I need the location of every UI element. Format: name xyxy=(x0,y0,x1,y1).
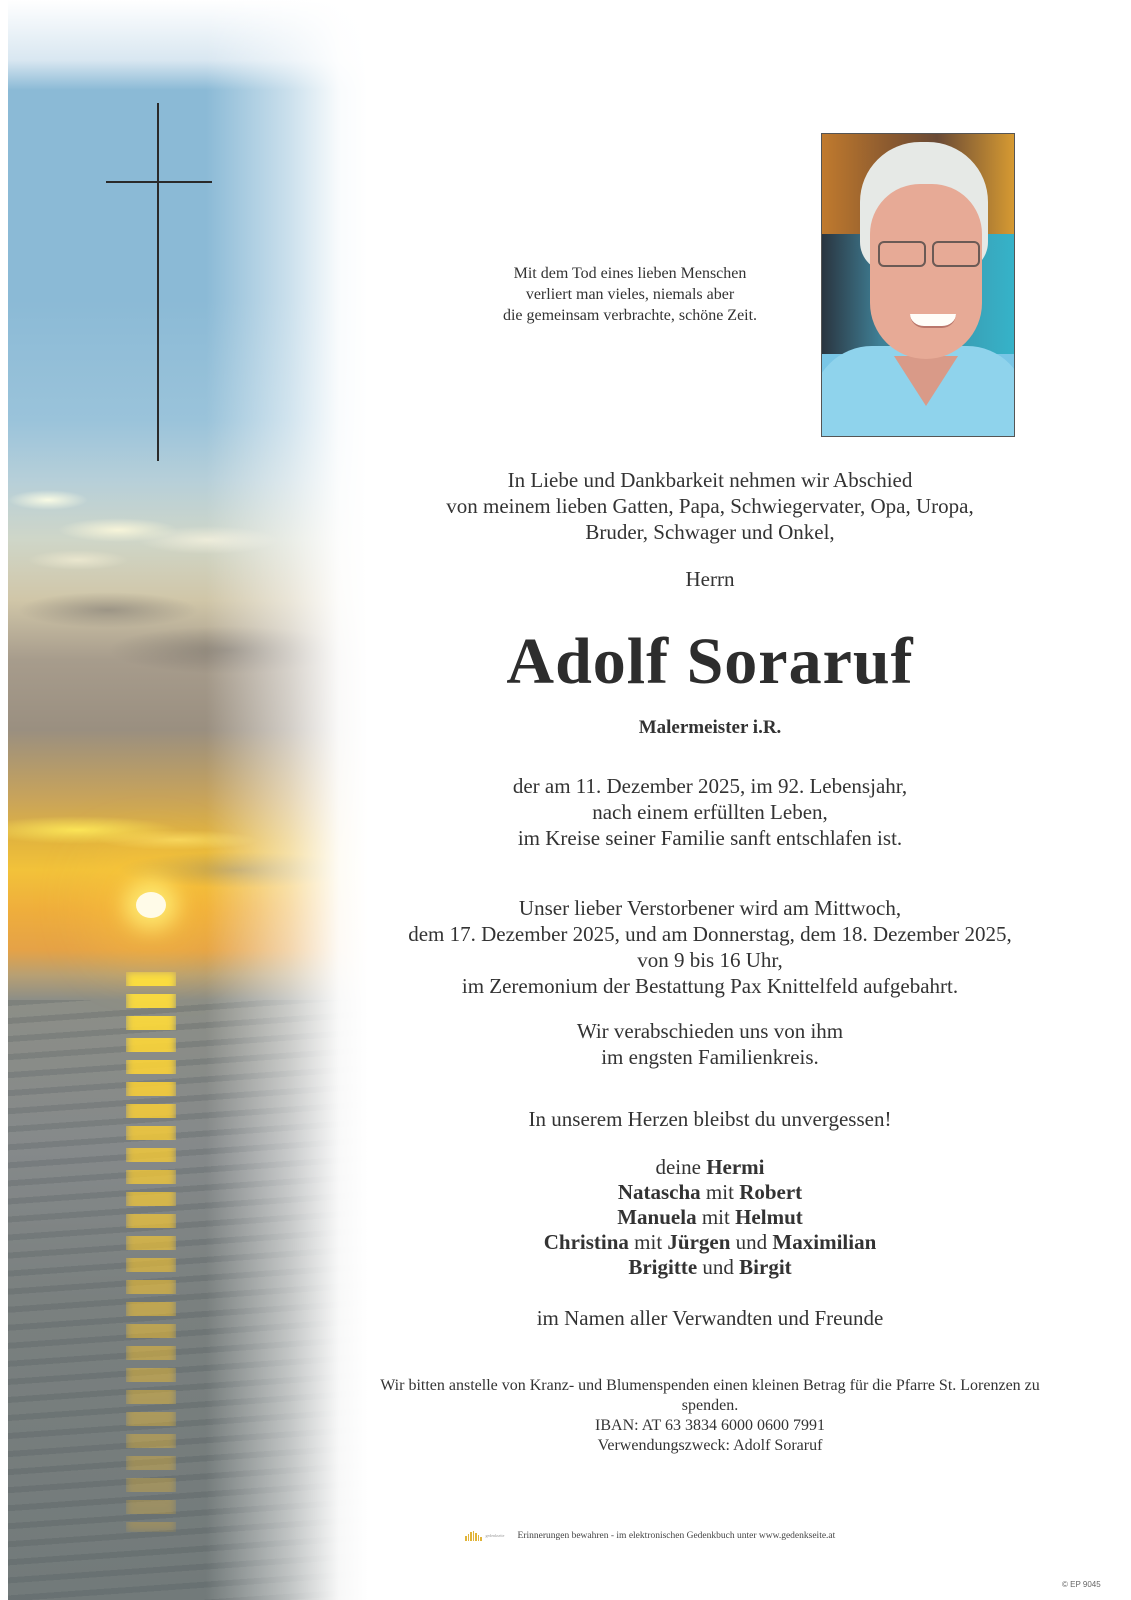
cross-vertical-bar xyxy=(157,103,159,461)
quote-line: verliert man vieles, niemals aber xyxy=(525,286,735,303)
memorial-quote xyxy=(470,263,790,326)
cross-horizontal-bar xyxy=(106,181,212,183)
mourner-conj: mit xyxy=(705,1180,734,1204)
private-line: Wir verabschieden uns von ihm xyxy=(576,1019,844,1043)
mourner-name: Robert xyxy=(739,1180,803,1204)
donation-iban: IBAN: AT 63 3834 6000 0600 7991 xyxy=(595,1417,825,1434)
donation-request xyxy=(340,1376,1080,1456)
profession: Malermeister i.R. xyxy=(638,717,782,738)
footer-text: Erinnerungen bewahren - im elektronischen Gedenkbuch unter www.gedenkseite.at xyxy=(517,1531,836,1541)
farewell-line: von meinem lieben Gatten, Papa, Schwiegervater, Opa, Uropa, xyxy=(446,494,974,518)
death-line: im Kreise seiner Familie sanft entschlafen ist. xyxy=(517,826,903,850)
mourner-name: Helmut xyxy=(735,1205,803,1229)
death-notice xyxy=(340,773,1080,851)
logo-text: gedenkseite xyxy=(485,1533,505,1538)
farewell-text xyxy=(340,467,1080,545)
mourner-line xyxy=(340,1230,1080,1255)
mourner-name: Manuela xyxy=(617,1205,697,1229)
farewell-line: In Liebe und Dankbarkeit nehmen wir Abschied xyxy=(507,468,913,492)
quote-line: Mit dem Tod eines lieben Menschen xyxy=(513,265,747,282)
farewell-line: Bruder, Schwager und Onkel, xyxy=(585,520,835,544)
photo-smile xyxy=(910,314,956,328)
logo-bars xyxy=(465,1531,482,1541)
image-fade xyxy=(8,0,368,1600)
footer xyxy=(465,1529,835,1543)
photo-glasses-right xyxy=(932,241,980,267)
mourner-conj: und xyxy=(735,1230,768,1254)
private-farewell xyxy=(340,1018,1080,1070)
donation-text-cont: spenden. xyxy=(681,1397,739,1414)
death-line: nach einem erfüllten Leben, xyxy=(592,800,828,824)
donation-purpose: Verwendungszweck: Adolf Soraruf xyxy=(597,1437,823,1454)
mourner-prefix: deine xyxy=(655,1155,701,1179)
mourner-line xyxy=(340,1205,1080,1230)
mourner-name: Maximilian xyxy=(772,1230,877,1254)
mourner-line xyxy=(340,1180,1080,1205)
photo-glasses-left xyxy=(878,241,926,267)
mourner-name: Hermi xyxy=(706,1155,765,1179)
quote-line: die gemeinsam verbrachte, schöne Zeit. xyxy=(502,307,758,324)
portrait-photo xyxy=(821,133,1015,437)
photo-face xyxy=(870,184,982,359)
mourners-list xyxy=(340,1155,1080,1280)
sunset-sea-image xyxy=(8,0,368,1600)
laying-line: im Zeremonium der Bestattung Pax Knittelfeld aufgebahrt. xyxy=(461,974,959,998)
print-code: © EP 9045 xyxy=(1062,1580,1101,1589)
relatives-line: im Namen aller Verwandten und Freunde xyxy=(536,1306,884,1330)
heart-line: In unserem Herzen bleibst du unvergessen! xyxy=(528,1107,892,1131)
laying-line: von 9 bis 16 Uhr, xyxy=(637,948,783,972)
deceased-name: Adolf Soraruf xyxy=(506,625,914,698)
mourner-name: Brigitte xyxy=(628,1255,698,1279)
death-line: der am 11. Dezember 2025, im 92. Lebensjahr, xyxy=(512,774,908,798)
mourner-conj: mit xyxy=(634,1230,663,1254)
laying-line: dem 17. Dezember 2025, und am Donnerstag, dem 18. Dezember 2025, xyxy=(408,922,1012,946)
mourner-conj: und xyxy=(702,1255,734,1279)
mourner-name: Natascha xyxy=(617,1180,701,1204)
donation-text: Wir bitten anstelle von Kranz- und Blumenspenden einen kleinen Betrag für die Pfarre St. Lorenzen zu xyxy=(380,1377,1040,1394)
mourner-name: Jürgen xyxy=(667,1230,731,1254)
private-line: im engsten Familienkreis. xyxy=(601,1045,819,1069)
mourner-name: Birgit xyxy=(739,1255,792,1279)
laying-in-state xyxy=(340,895,1080,999)
mourner-name: Christina xyxy=(543,1230,629,1254)
gedenkseite-logo-icon xyxy=(465,1531,506,1541)
salutation: Herrn xyxy=(685,567,735,591)
laying-line: Unser lieber Verstorbener wird am Mittwoch, xyxy=(518,896,902,920)
mourner-line xyxy=(340,1155,1080,1180)
mourner-line xyxy=(340,1255,1080,1280)
mourner-conj: mit xyxy=(701,1205,730,1229)
